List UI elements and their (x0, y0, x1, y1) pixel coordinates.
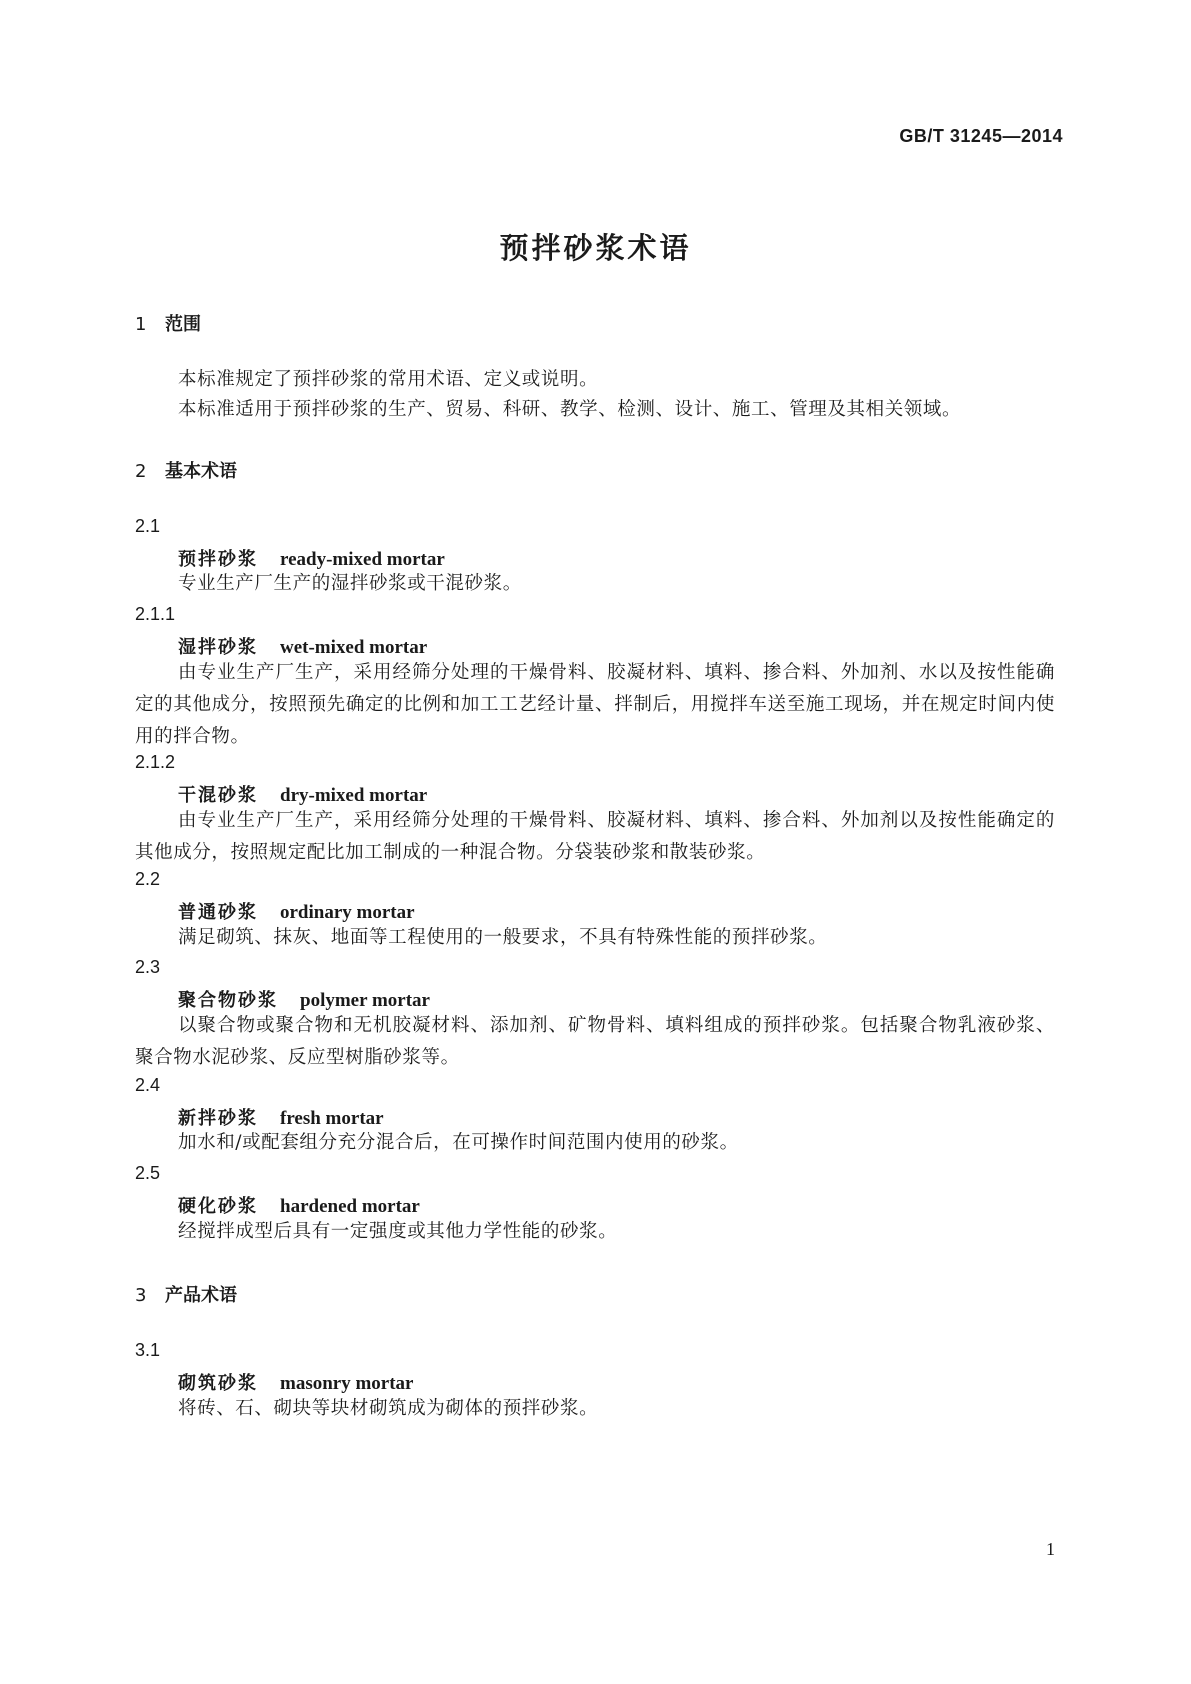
section-3-heading (135, 1281, 237, 1307)
term-number: 2.1 (135, 516, 161, 536)
term-definition: 以聚合物或聚合物和无机胶凝材料、添加剂、矿物骨料、填料组成的预拌砂浆。包括聚合物乳液砂浆、聚合物水泥砂浆、反应型树脂砂浆等。 (135, 1015, 1055, 1068)
term-english: fresh mortar (280, 1108, 384, 1129)
term-chinese: 湿拌砂浆 (178, 637, 258, 658)
term-number: 3.1 (135, 1340, 161, 1360)
term-english: hardened mortar (280, 1196, 420, 1217)
term-heading (178, 633, 427, 659)
term-chinese: 新拌砂浆 (178, 1108, 258, 1129)
term-number: 2.2 (135, 869, 161, 889)
term-chinese: 干混砂浆 (178, 785, 258, 806)
section-title: 产品术语 (165, 1285, 237, 1306)
term-english: wet-mixed mortar (280, 637, 428, 658)
term-definition: 将砖、石、砌块等块材砌筑成为砌体的预拌砂浆。 (178, 1398, 599, 1419)
term-definition: 由专业生产厂生产，采用经筛分处理的干燥骨料、胶凝材料、填料、掺合料、外加剂以及按性能确定的其他成分，按照规定配比加工制成的一种混合物。分袋装砂浆和散装砂浆。 (135, 810, 1055, 863)
term-chinese: 普通砂浆 (178, 902, 258, 923)
page-number: 1 (1046, 1539, 1055, 1559)
scope-paragraph-2: 本标准适用于预拌砂浆的生产、贸易、科研、教学、检测、设计、施工、管理及其相关领域。 (178, 399, 962, 420)
term-definition: 满足砌筑、抹灰、地面等工程使用的一般要求，不具有特殊性能的预拌砂浆。 (178, 927, 828, 948)
term-number: 2.5 (135, 1163, 161, 1183)
term-number: 2.4 (135, 1075, 161, 1095)
section-number: 2 (135, 461, 147, 482)
term-english: ordinary mortar (280, 902, 415, 923)
scope-paragraph-1: 本标准规定了预拌砂浆的常用术语、定义或说明。 (178, 369, 599, 390)
term-heading (178, 986, 430, 1012)
term-english: dry-mixed mortar (280, 785, 428, 806)
section-2-heading (135, 457, 237, 483)
term-chinese: 硬化砂浆 (178, 1196, 258, 1217)
term-number: 2.1.1 (135, 604, 176, 624)
term-heading (178, 1192, 420, 1218)
term-chinese: 预拌砂浆 (178, 549, 258, 570)
section-title: 范围 (165, 314, 201, 335)
standard-number: GB/T 31245—2014 (899, 126, 1063, 146)
term-number: 2.3 (135, 957, 161, 977)
term-heading (178, 781, 427, 807)
term-english: masonry mortar (280, 1373, 414, 1394)
term-heading (178, 898, 415, 924)
term-definition: 由专业生产厂生产，采用经筛分处理的干燥骨料、胶凝材料、填料、掺合料、外加剂、水以及按性能确定的其他成分，按照预先确定的比例和加工工艺经计量、拌制后，用搅拌车送至施工现场，并在规定时间内使用的拌合物。 (135, 662, 1055, 747)
term-english: polymer mortar (300, 990, 430, 1011)
term-definition: 加水和/或配套组分充分混合后，在可操作时间范围内使用的砂浆。 (178, 1132, 739, 1153)
term-chinese: 砌筑砂浆 (178, 1373, 258, 1394)
section-number: 3 (135, 1285, 147, 1306)
term-chinese: 聚合物砂浆 (178, 990, 278, 1011)
section-number: 1 (135, 314, 147, 335)
section-title: 基本术语 (165, 461, 237, 482)
term-heading (178, 1369, 414, 1395)
section-1-heading (135, 310, 201, 336)
document-title: 预拌砂浆术语 (499, 231, 692, 265)
term-definition: 专业生产厂生产的湿拌砂浆或干混砂浆。 (178, 573, 522, 594)
term-definition: 经搅拌成型后具有一定强度或其他力学性能的砂浆。 (178, 1221, 618, 1242)
term-english: ready-mixed mortar (280, 549, 445, 570)
term-number: 2.1.2 (135, 752, 176, 772)
